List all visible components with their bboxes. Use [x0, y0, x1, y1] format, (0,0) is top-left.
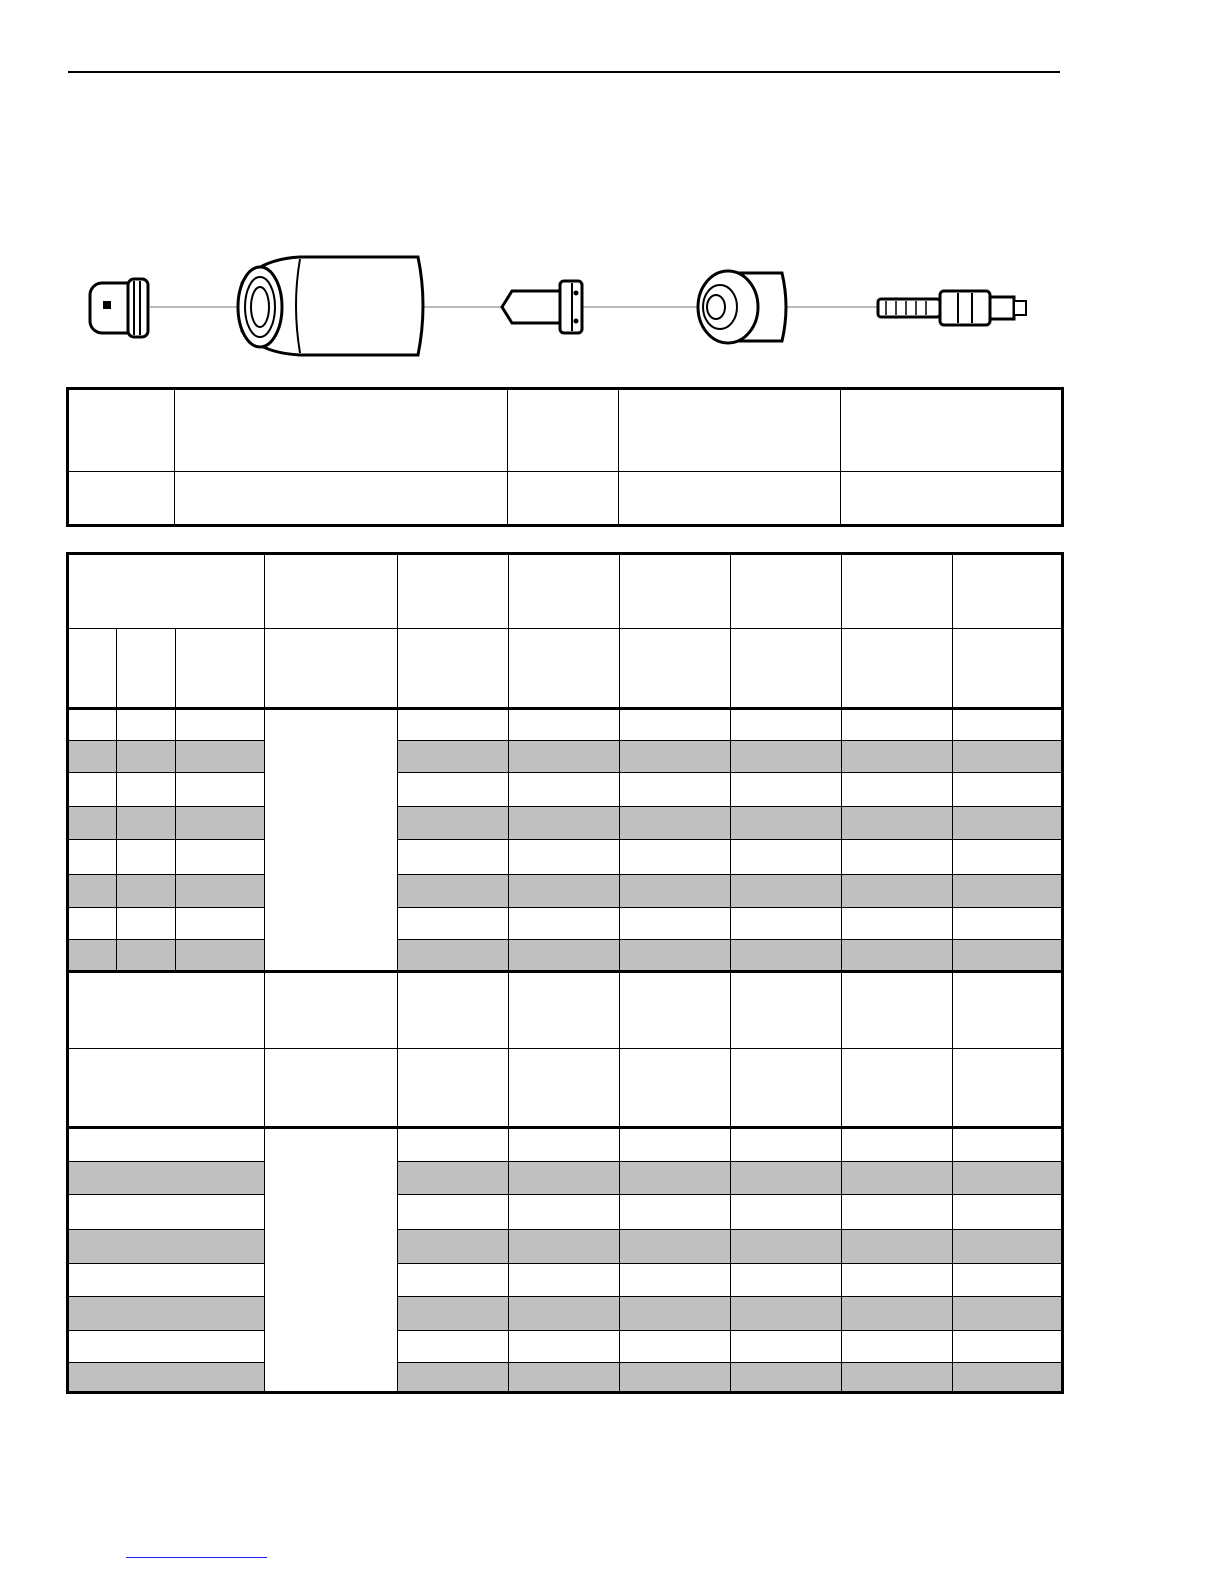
table-cell [398, 971, 509, 1048]
table-cell [117, 709, 176, 741]
table-cell [68, 939, 117, 971]
table-cell [731, 741, 842, 773]
table-cell [176, 629, 265, 709]
table-cell [265, 554, 398, 629]
table-cell [176, 874, 265, 907]
table-header-row [68, 1049, 1063, 1128]
table-cell [509, 1195, 620, 1229]
table-cell [842, 1049, 953, 1128]
table-cell [398, 741, 509, 773]
table-cell [620, 554, 731, 629]
table-cell [620, 773, 731, 806]
table-cell [953, 1162, 1063, 1195]
table-cell [620, 1162, 731, 1195]
table-cell [398, 874, 509, 907]
table-cell [842, 629, 953, 709]
table-cell [398, 773, 509, 806]
table-cell [953, 1362, 1063, 1392]
table-cell [509, 874, 620, 907]
table-cell [398, 939, 509, 971]
consumables-illustration [60, 245, 1060, 375]
table-cell [398, 1330, 509, 1362]
table-header-row [68, 971, 1063, 1048]
table-cell [731, 773, 842, 806]
table-cell [68, 773, 117, 806]
table-cell [398, 1128, 509, 1162]
table-cell [953, 1263, 1063, 1296]
table-cell [68, 554, 265, 629]
table-cell [509, 907, 620, 939]
table-cell [68, 472, 175, 526]
table-cell [509, 971, 620, 1048]
table-cell [175, 472, 508, 526]
table-cell [509, 1128, 620, 1162]
table-cell [509, 1330, 620, 1362]
table-row [68, 1330, 1063, 1362]
table-cell [68, 1162, 265, 1195]
table-cell [175, 389, 508, 472]
table-cell [509, 1296, 620, 1330]
table-cell [953, 709, 1063, 741]
table-cell [176, 806, 265, 839]
table-cell [620, 741, 731, 773]
table-cell [68, 806, 117, 839]
table-cell [842, 1362, 953, 1392]
table-cell [620, 1195, 731, 1229]
table-cell [398, 839, 509, 874]
table-cell [953, 554, 1063, 629]
table-cell [508, 389, 619, 472]
table-cell [509, 741, 620, 773]
table-cell [509, 773, 620, 806]
table-cell [68, 629, 117, 709]
table-cell [842, 773, 953, 806]
table-cell [842, 1330, 953, 1362]
table-cell [509, 939, 620, 971]
table-cell [398, 907, 509, 939]
part-numbers-table [66, 387, 1064, 527]
table-cell [842, 1296, 953, 1330]
table-cell [265, 971, 398, 1048]
table-cell [68, 1263, 265, 1296]
table-cell [68, 1362, 265, 1392]
table-cell [117, 629, 176, 709]
table-cell [176, 907, 265, 939]
table-row [68, 709, 1063, 741]
table-row [68, 389, 1063, 472]
table-cell [398, 1162, 509, 1195]
table-cell [509, 554, 620, 629]
table-cell [953, 1330, 1063, 1362]
table-cell [265, 1049, 398, 1128]
table-row [68, 1162, 1063, 1195]
table-cell [731, 1049, 842, 1128]
table-cell [68, 389, 175, 472]
table-cell [398, 554, 509, 629]
table-cell [953, 971, 1063, 1048]
table-cell [731, 874, 842, 907]
table-cell [620, 939, 731, 971]
table-cell [620, 1229, 731, 1263]
table-cell [620, 839, 731, 874]
table-cell [68, 709, 117, 741]
table-header-row [68, 629, 1063, 709]
table-cell [398, 1049, 509, 1128]
table-cell [842, 806, 953, 839]
table-cell [731, 554, 842, 629]
table-cell [117, 773, 176, 806]
table-row [68, 1362, 1063, 1392]
table-cell [731, 1229, 842, 1263]
table-cell [68, 971, 265, 1048]
table-cell [731, 1362, 842, 1392]
table-cell [731, 939, 842, 971]
table-cell [841, 472, 1063, 526]
table-cell [731, 1195, 842, 1229]
table-cell [842, 1229, 953, 1263]
table-cell [398, 709, 509, 741]
table-cell [398, 806, 509, 839]
table-cell [117, 806, 176, 839]
electrode-icon [878, 291, 1026, 325]
table-cell [509, 1362, 620, 1392]
table-row [68, 472, 1063, 526]
table-row [68, 1128, 1063, 1162]
table-cell [731, 971, 842, 1048]
table-cell [953, 773, 1063, 806]
table-cell [731, 1296, 842, 1330]
table-cell [68, 874, 117, 907]
header-rule [68, 71, 1060, 73]
table-cell [68, 1195, 265, 1229]
table-cell [509, 709, 620, 741]
table-cell [731, 1330, 842, 1362]
table-cell [68, 1049, 265, 1128]
table-row [68, 773, 1063, 806]
table-cell [508, 472, 619, 526]
table-row [68, 1296, 1063, 1330]
table-cell [842, 554, 953, 629]
table-cell [68, 1330, 265, 1362]
table-cell [398, 1229, 509, 1263]
table-cell [620, 1296, 731, 1330]
table-cell [842, 1162, 953, 1195]
table-cell [620, 629, 731, 709]
table-cell [265, 1128, 398, 1393]
table-cell [398, 629, 509, 709]
table-cell [731, 629, 842, 709]
table-cell [953, 907, 1063, 939]
table-cell [398, 1362, 509, 1392]
table-cell [620, 806, 731, 839]
table-cell [731, 839, 842, 874]
table-cell [842, 1128, 953, 1162]
table-cell [176, 939, 265, 971]
table-cell [265, 709, 398, 972]
table-cell [841, 389, 1063, 472]
table-cell [68, 839, 117, 874]
table-row [68, 806, 1063, 839]
table-cell [117, 839, 176, 874]
table-cell [731, 1128, 842, 1162]
table-cell [398, 1195, 509, 1229]
footer-link-underline[interactable] [126, 1557, 267, 1558]
table-cell [953, 806, 1063, 839]
table-cell [953, 1049, 1063, 1128]
table-cell [265, 629, 398, 709]
table-row [68, 939, 1063, 971]
table-cell [68, 1296, 265, 1330]
table-cell [953, 741, 1063, 773]
table-cell [953, 939, 1063, 971]
table-cell [620, 1330, 731, 1362]
cut-chart-table [66, 552, 1064, 1394]
table-cell [953, 839, 1063, 874]
table-cell [620, 1362, 731, 1392]
table-cell [620, 907, 731, 939]
table-cell [176, 773, 265, 806]
table-row [68, 839, 1063, 874]
table-cell [731, 1263, 842, 1296]
table-cell [953, 1195, 1063, 1229]
table-cell [117, 907, 176, 939]
table-cell [620, 1263, 731, 1296]
table-cell [176, 839, 265, 874]
table-cell [68, 1128, 265, 1162]
table-cell [68, 1229, 265, 1263]
table-row [68, 1195, 1063, 1229]
table-cell [117, 874, 176, 907]
shield-cup-icon [238, 257, 423, 355]
table-cell [953, 1229, 1063, 1263]
table-cell [68, 741, 117, 773]
retaining-cap-icon [90, 279, 148, 337]
table-cell [620, 874, 731, 907]
table-cell [509, 839, 620, 874]
swirl-ring-icon [698, 271, 786, 343]
table-cell [842, 907, 953, 939]
table-row [68, 1229, 1063, 1263]
table-cell [509, 1049, 620, 1128]
table-cell [842, 1195, 953, 1229]
table-cell [953, 874, 1063, 907]
table-cell [842, 741, 953, 773]
table-cell [176, 709, 265, 741]
table-cell [509, 806, 620, 839]
table-cell [842, 709, 953, 741]
table-cell [731, 709, 842, 741]
table-cell [953, 629, 1063, 709]
table-cell [953, 1128, 1063, 1162]
table-cell [620, 971, 731, 1048]
table-cell [842, 874, 953, 907]
table-cell [842, 939, 953, 971]
table-cell [731, 907, 842, 939]
table-cell [176, 741, 265, 773]
table-cell [117, 741, 176, 773]
table-row [68, 741, 1063, 773]
table-cell [842, 839, 953, 874]
table-cell [731, 806, 842, 839]
table-cell [509, 1162, 620, 1195]
table-cell [842, 1263, 953, 1296]
nozzle-icon [502, 281, 582, 333]
table-cell [398, 1263, 509, 1296]
table-cell [509, 629, 620, 709]
table-cell [398, 1296, 509, 1330]
table-cell [117, 939, 176, 971]
table-header-row [68, 554, 1063, 629]
table-row [68, 907, 1063, 939]
table-row [68, 1263, 1063, 1296]
table-cell [620, 1128, 731, 1162]
table-cell [619, 472, 841, 526]
table-cell [842, 971, 953, 1048]
table-cell [620, 709, 731, 741]
table-cell [620, 1049, 731, 1128]
table-row [68, 874, 1063, 907]
table-cell [731, 1162, 842, 1195]
table-cell [509, 1229, 620, 1263]
table-cell [509, 1263, 620, 1296]
table-cell [68, 907, 117, 939]
table-cell [619, 389, 841, 472]
table-cell [953, 1296, 1063, 1330]
